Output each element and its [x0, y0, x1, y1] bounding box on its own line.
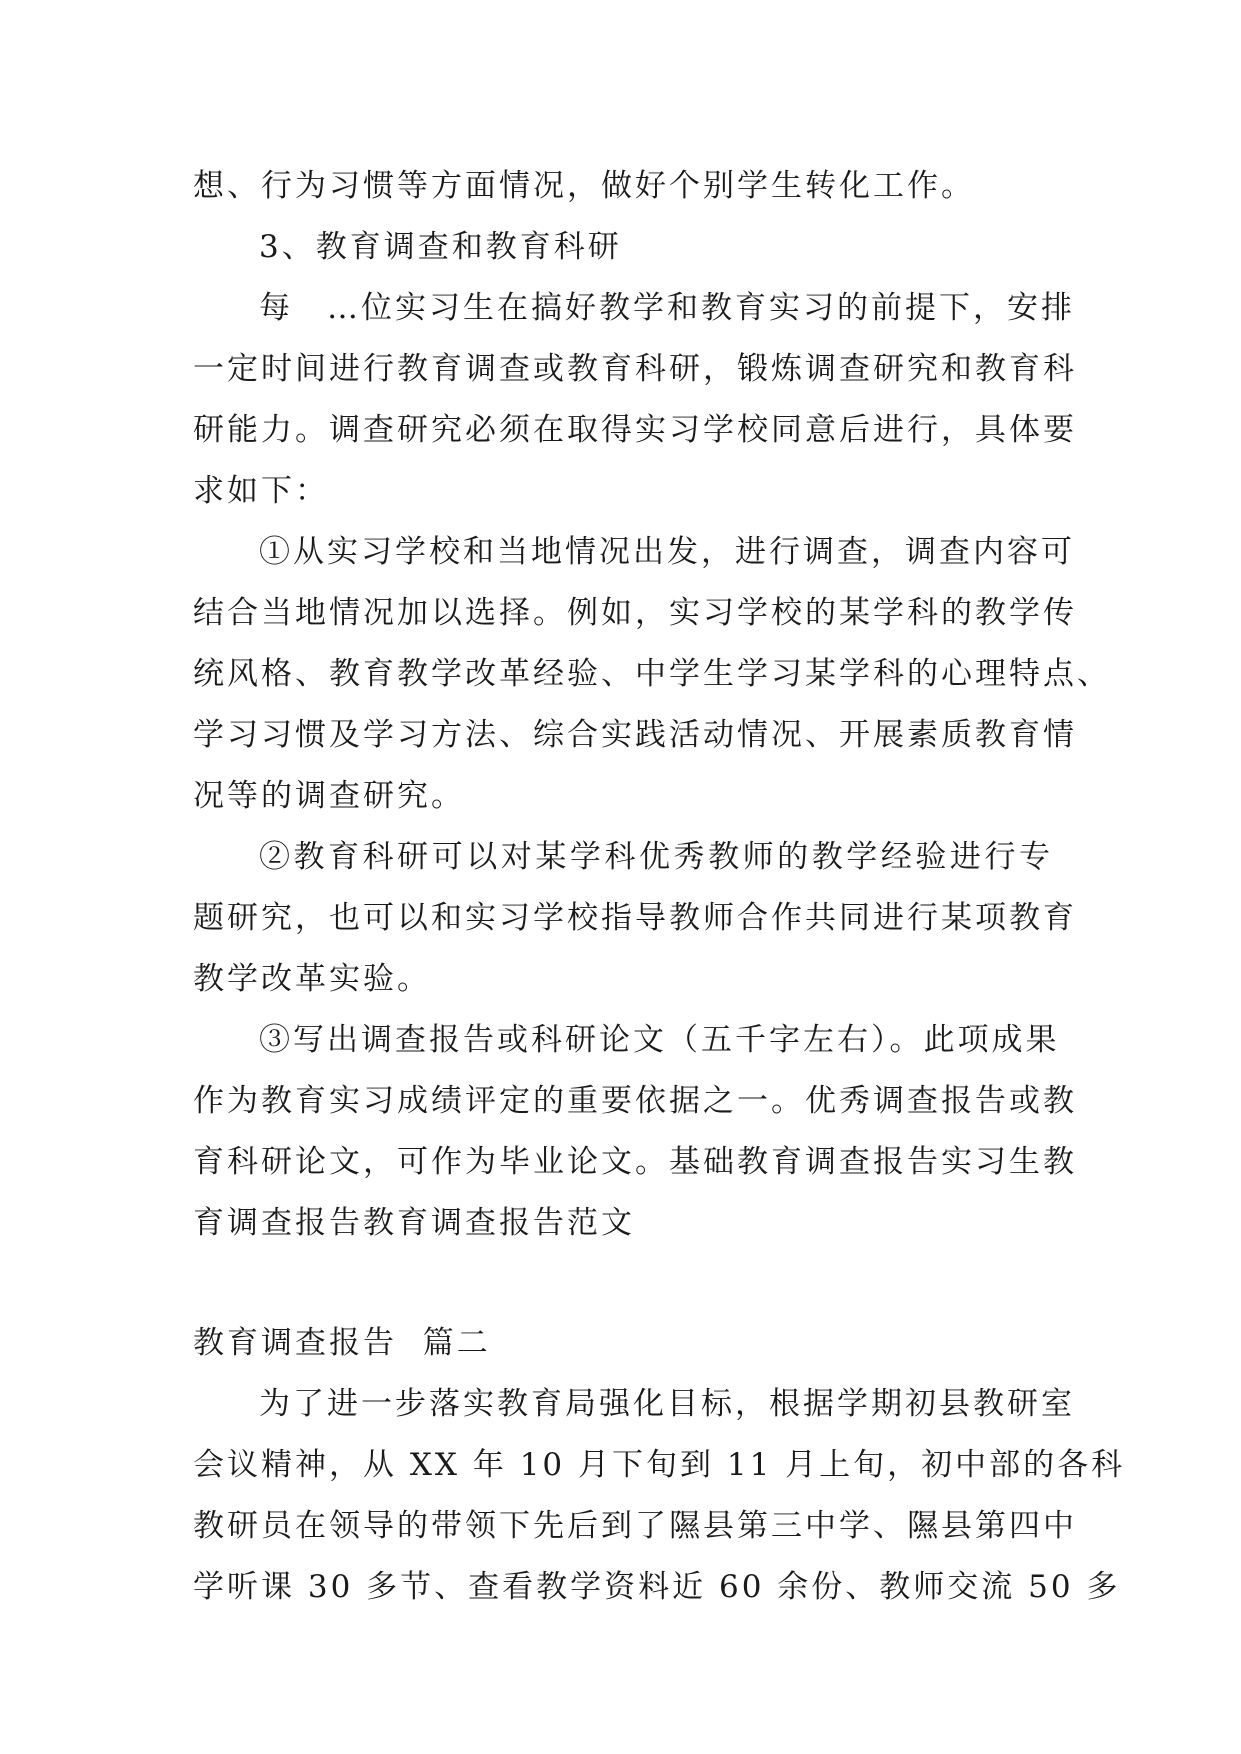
paragraph-line: 学听课 30 多节、查看教学资料近 60 余份、教师交流 50 多 [193, 1569, 1121, 1605]
paragraph-line: 况等的调查研究。 [193, 778, 465, 814]
paragraph-line: 一定时间进行教育调查或教育科研，锻炼调查研究和教育科 [193, 351, 1077, 387]
part2-title: 教育调查报告 篇二 [193, 1325, 491, 1361]
section-spacer [193, 1254, 1053, 1313]
paragraph-line: 结合当地情况加以选择。例如，实习学校的某学科的教学传 [193, 595, 1077, 631]
intro-paragraph [193, 278, 1077, 522]
paragraph-line: 研能力。调查研究必须在取得实习学校同意后进行，具体要 [193, 412, 1077, 448]
paragraph-line: ③写出调查报告或科研论文（五千字左右）。此项成果 [259, 1022, 1060, 1058]
section-heading: 3、教育调查和教育科研 [259, 229, 622, 265]
part2-paragraph [193, 1374, 1126, 1618]
paragraph-line: 育科研论文，可作为毕业论文。基础教育调查报告实习生教 [193, 1144, 1077, 1180]
list-item-2 [193, 827, 1077, 1010]
paragraph-line: 教学改革实验。 [193, 961, 431, 997]
list-item-1 [193, 522, 1111, 827]
paragraph-line: 为了进一步落实教育局强化目标，根据学期初县教研室 [259, 1386, 1075, 1422]
paragraph-line: ①从实习学校和当地情况出发，进行调查，调查内容可 [259, 534, 1075, 570]
paragraph-line: 作为教育实习成绩评定的重要依据之一。优秀调查报告或教 [193, 1083, 1077, 1119]
paragraph-line: 会议精神，从 XX 年 10 月下旬到 11 月上旬，初中部的各科 [193, 1447, 1126, 1483]
paragraph-line: 求如下： [193, 473, 329, 509]
document-body [193, 156, 1126, 1618]
paragraph-line: 学习习惯及学习方法、综合实践活动情况、开展素质教育情 [193, 717, 1077, 753]
paragraph-line: 育调查报告教育调查报告范文 [193, 1205, 635, 1241]
paragraph-line: 每 …位实习生在搞好教学和教育实习的前提下，安排 [259, 290, 1075, 326]
list-item-3 [193, 1010, 1077, 1254]
paragraph-line: 题研究，也可以和实习学校指导教师合作共同进行某项教育 [193, 900, 1077, 936]
paragraph-line: 教研员在领导的带领下先后到了隰县第三中学、隰县第四中 [193, 1508, 1077, 1544]
paragraph-line: 统风格、教育教学改革经验、中学生学习某学科的心理特点、 [193, 656, 1111, 692]
paragraph-line: 想、行为习惯等方面情况，做好个别学生转化工作。 [193, 168, 975, 204]
paragraph-line: ②教育科研可以对某学科优秀教师的教学经验进行专 [259, 839, 1053, 875]
